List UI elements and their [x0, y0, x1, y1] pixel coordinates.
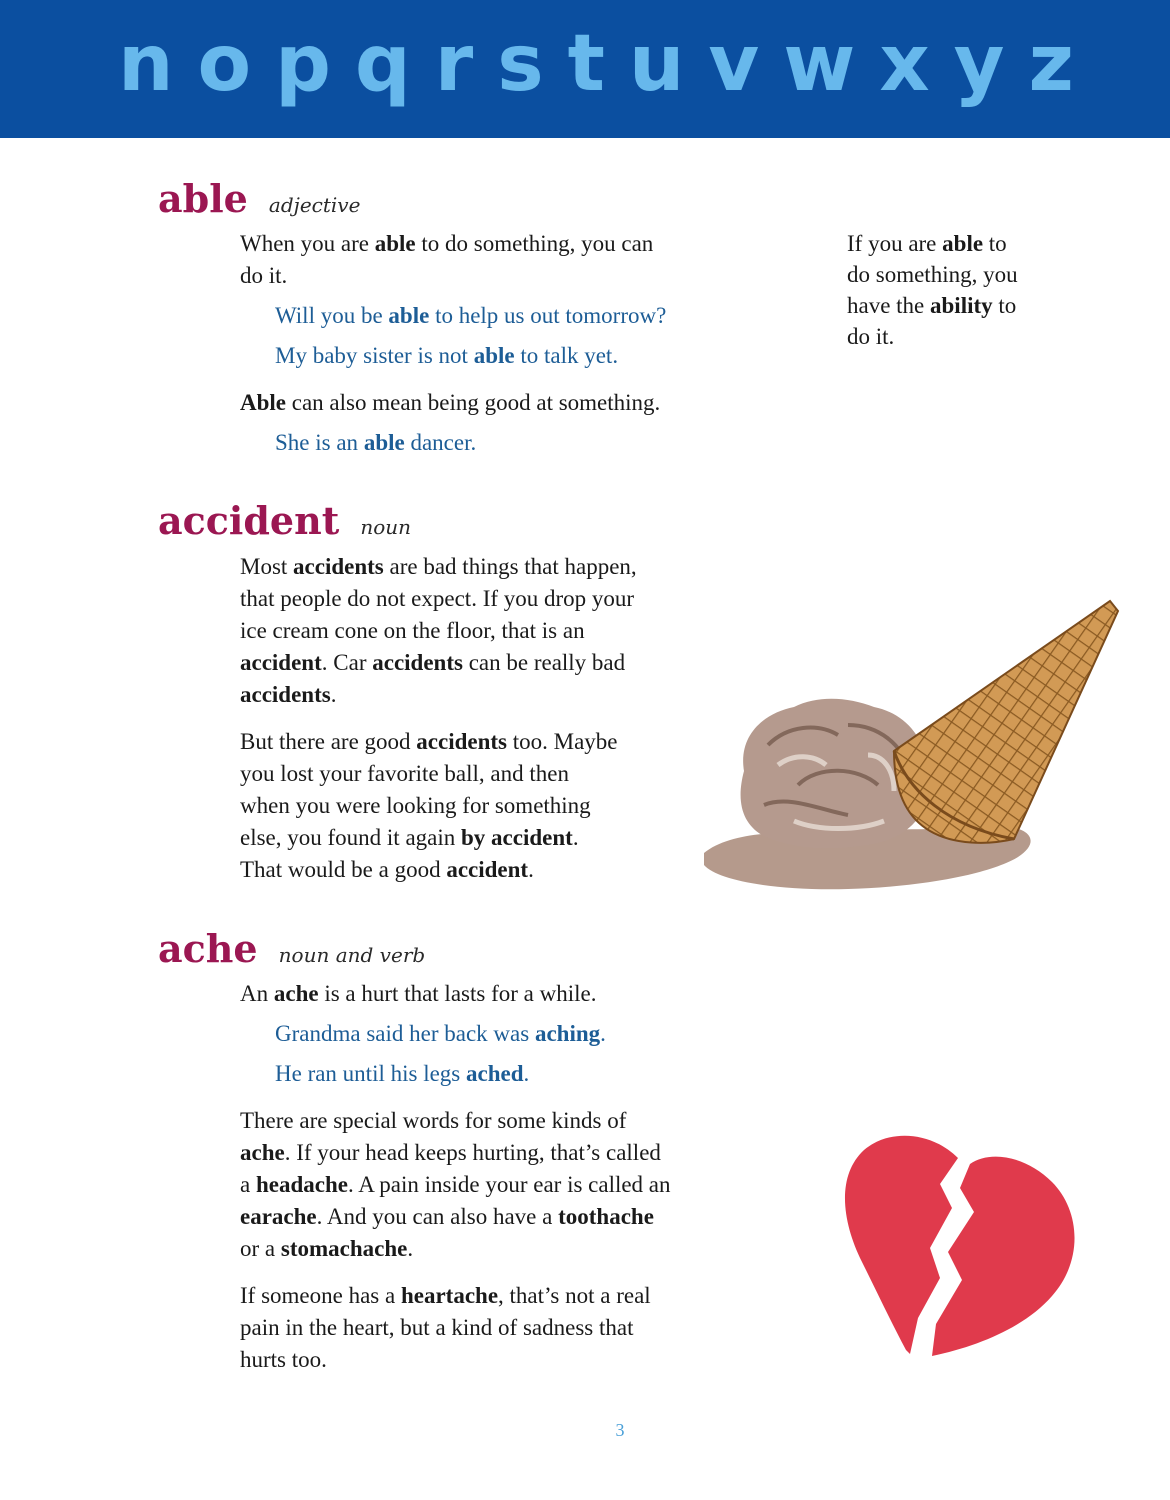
definition-text: When you are able to do something, you can do it.: [240, 231, 654, 288]
side-note: If you are able to do something, you have the ability to do it.: [847, 231, 1018, 349]
example-sentence: Will you be able to help us out tomorrow?: [275, 303, 667, 328]
banner-letter: u: [628, 19, 685, 109]
headword-ache: ache: [158, 926, 258, 971]
page-number: 3: [615, 1420, 625, 1440]
alphabet-banner: [0, 0, 1170, 138]
banner-letter: r: [434, 19, 474, 109]
headword-accident: accident: [158, 498, 340, 543]
definition-text: There are special words for some kinds of ache. If your head keeps hurting, that’s called a headache. A pain inside your ear is called an earache. And you can also have a toothache or a stomachache.: [240, 1108, 671, 1261]
part-of-speech: noun: [360, 515, 412, 539]
definition-text: Most accidents are bad things that happen, that people do not expect. If you drop your ice cream cone on the floor, that is an accident. Car accidents can be really bad accidents.: [240, 554, 637, 707]
banner-letter: w: [783, 19, 856, 109]
example-sentence: He ran until his legs ached.: [275, 1061, 530, 1086]
example-sentence: My baby sister is not able to talk yet.: [275, 343, 619, 368]
broken-heart-illustration: [840, 1128, 1080, 1360]
definition-text: If someone has a heartache, that’s not a real pain in the heart, but a kind of sadness that hurts too.: [240, 1283, 651, 1372]
banner-letter: p: [275, 19, 331, 109]
banner-letter: s: [497, 19, 544, 109]
entry-able-heading: [158, 176, 360, 221]
banner-letter: t: [567, 19, 605, 109]
example-sentence: She is an able dancer.: [275, 430, 477, 455]
definition-text: Able can also mean being good at something.: [240, 390, 661, 415]
part-of-speech: adjective: [268, 193, 361, 217]
banner-letter: y: [953, 19, 1005, 109]
banner-letter: q: [354, 19, 411, 109]
entry-ache-heading: [158, 926, 425, 971]
definition-text: But there are good accidents too. Maybe you lost your favorite ball, and then when you were looking for something else, you found it again by accident. That would be a good accident.: [240, 729, 618, 882]
definition-text: An ache is a hurt that lasts for a while.: [240, 981, 597, 1006]
banner-letter: x: [879, 19, 930, 109]
entry-accident-heading: [158, 498, 411, 543]
part-of-speech: noun and verb: [278, 943, 426, 967]
banner-letter: z: [1028, 19, 1074, 109]
example-sentence: Grandma said her back was aching.: [275, 1021, 606, 1046]
melted-ice-cream-illustration: [698, 595, 1123, 895]
banner-letter: n: [118, 19, 174, 109]
banner-letter: v: [708, 19, 760, 109]
headword-able: able: [158, 176, 248, 221]
banner-letter: o: [197, 19, 252, 109]
